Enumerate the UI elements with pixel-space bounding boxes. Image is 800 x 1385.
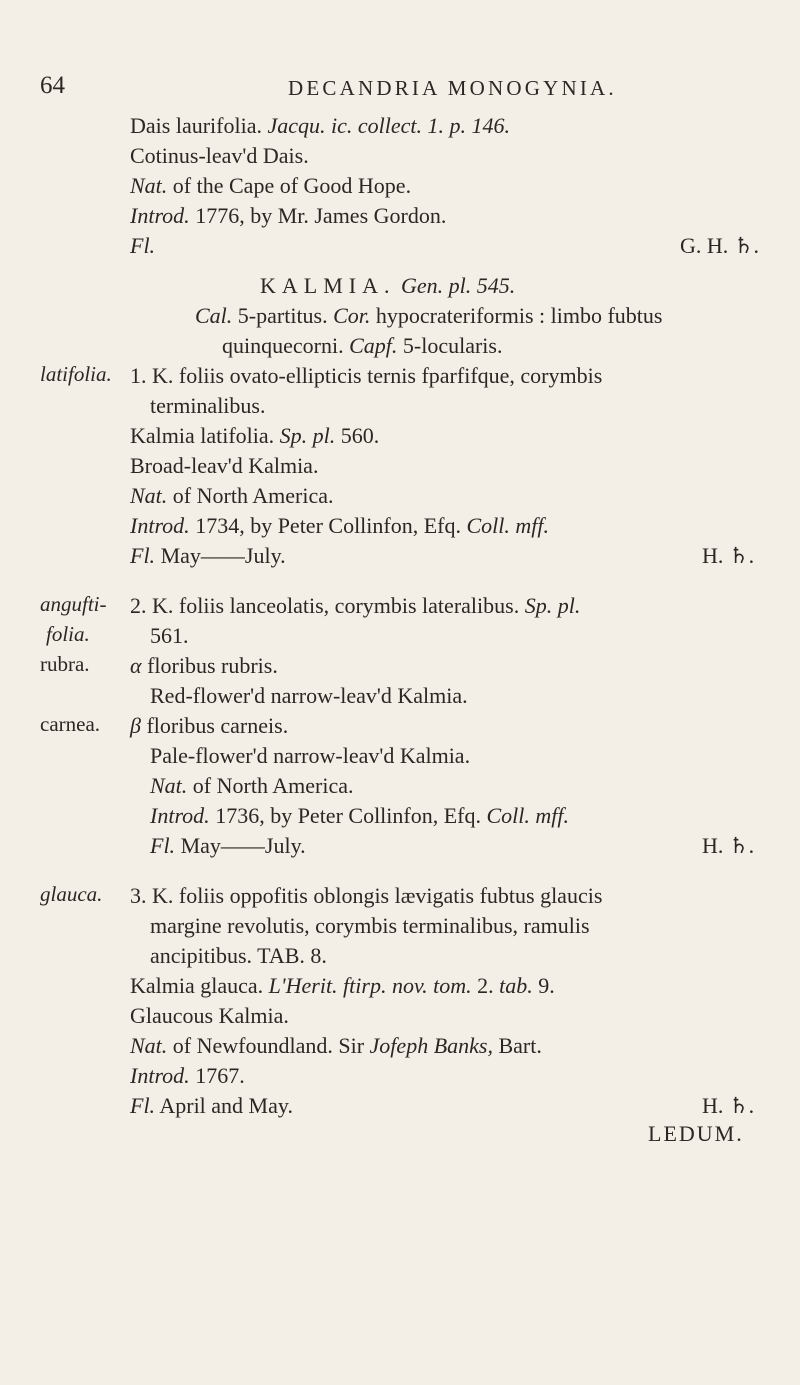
page-number: 64 [40,72,65,99]
margin-angustifolia-1: angufti- [40,592,107,616]
dais-line-1 [130,112,510,140]
sp2-variety-beta: β floribus carneis. [130,713,289,738]
sp3-common-name: Glaucous Kalmia. [130,1003,289,1028]
margin-rubra: rubra. [40,652,90,676]
genus-capsule-line: quinquecorni. Capf. 5-locularis. [222,333,503,358]
sp2-alpha-common: Red-flower'd narrow-leav'd Kalmia. [150,683,468,708]
catchword: LEDUM. [648,1121,744,1146]
sp1-diagnosis-1: 1. K. foliis ovato-ellipticis ternis fparfifque, corymbis [130,363,603,388]
sp1-habitat-code: H. ♄. [702,543,755,568]
sp3-diagnosis-3: ancipitibus. TAB. 8. [150,943,327,968]
running-title: DECANDRIA MONOGYNIA. [288,76,617,100]
dais-name: Dais laurifolia. [130,113,268,138]
dais-native: Nat. of the Cape of Good Hope. [130,173,412,198]
sp3-diagnosis-2: margine revolutis, corymbis terminalibus, ramulis [150,913,590,938]
sp3-diagnosis-1: 3. K. foliis oppofitis oblongis lævigatis fubtus glaucis [130,883,603,908]
sp1-native: Nat. of North America. [130,483,334,508]
sp2-native: Nat. of North America. [150,773,354,798]
sp1-reference: Kalmia latifolia. Sp. pl. 560. [130,423,380,448]
sp1-flowering: Fl. May——July. [130,543,286,568]
sp1-common-name: Broad-leav'd Kalmia. [130,453,319,478]
dais-common-name: Cotinus-leav'd Dais. [130,143,309,168]
sp3-introduced: Introd. 1767. [130,1063,245,1088]
sp2-variety-alpha: α floribus rubris. [130,653,278,678]
genus-calyx-line: Cal. 5-partitus. Cor. hypocrateriformis : limbo fubtus [195,303,663,328]
dais-reference: Jacqu. ic. collect. 1. p. 146. [267,113,511,138]
sp3-flowering: Fl. April and May. [130,1093,293,1118]
margin-carnea: carnea. [40,712,101,736]
dais-habitat-code: G. H. ♄. [680,233,759,258]
margin-angustifolia-2: folia. [46,622,90,646]
dais-introduced: Introd. 1776, by Mr. James Gordon. [130,203,447,228]
sp2-habitat-code: H. ♄. [702,833,755,858]
sp1-introduced: Introd. 1734, by Peter Collinfon, Efq. Coll. mff. [130,513,550,538]
sp2-introduced: Introd. 1736, by Peter Collinfon, Efq. Coll. mff. [150,803,570,828]
genus-reference: Gen. pl. 545. [401,273,516,298]
sp2-diagnosis: 2. K. foliis lanceolatis, corymbis lateralibus. Sp. pl. [130,593,581,618]
sp3-habitat-code: H. ♄. [702,1093,755,1118]
sp1-diagnosis-2: terminalibus. [150,393,266,418]
sp2-flowering: Fl. May——July. [150,833,306,858]
genus-title: KALMIA. [260,273,396,298]
dais-flowering-label: Fl. [130,233,156,258]
sp3-reference: Kalmia glauca. L'Herit. ftirp. nov. tom. 2. tab. 9. [130,973,555,998]
sp3-native: Nat. of Newfoundland. Sir Jofeph Banks, Bart. [130,1033,542,1058]
sp2-beta-common: Pale-flower'd narrow-leav'd Kalmia. [150,743,471,768]
margin-glauca: glauca. [40,882,103,906]
margin-latifolia: latifolia. [40,362,112,386]
sp2-reference-page: 561. [150,623,189,648]
genus-heading [260,272,515,300]
